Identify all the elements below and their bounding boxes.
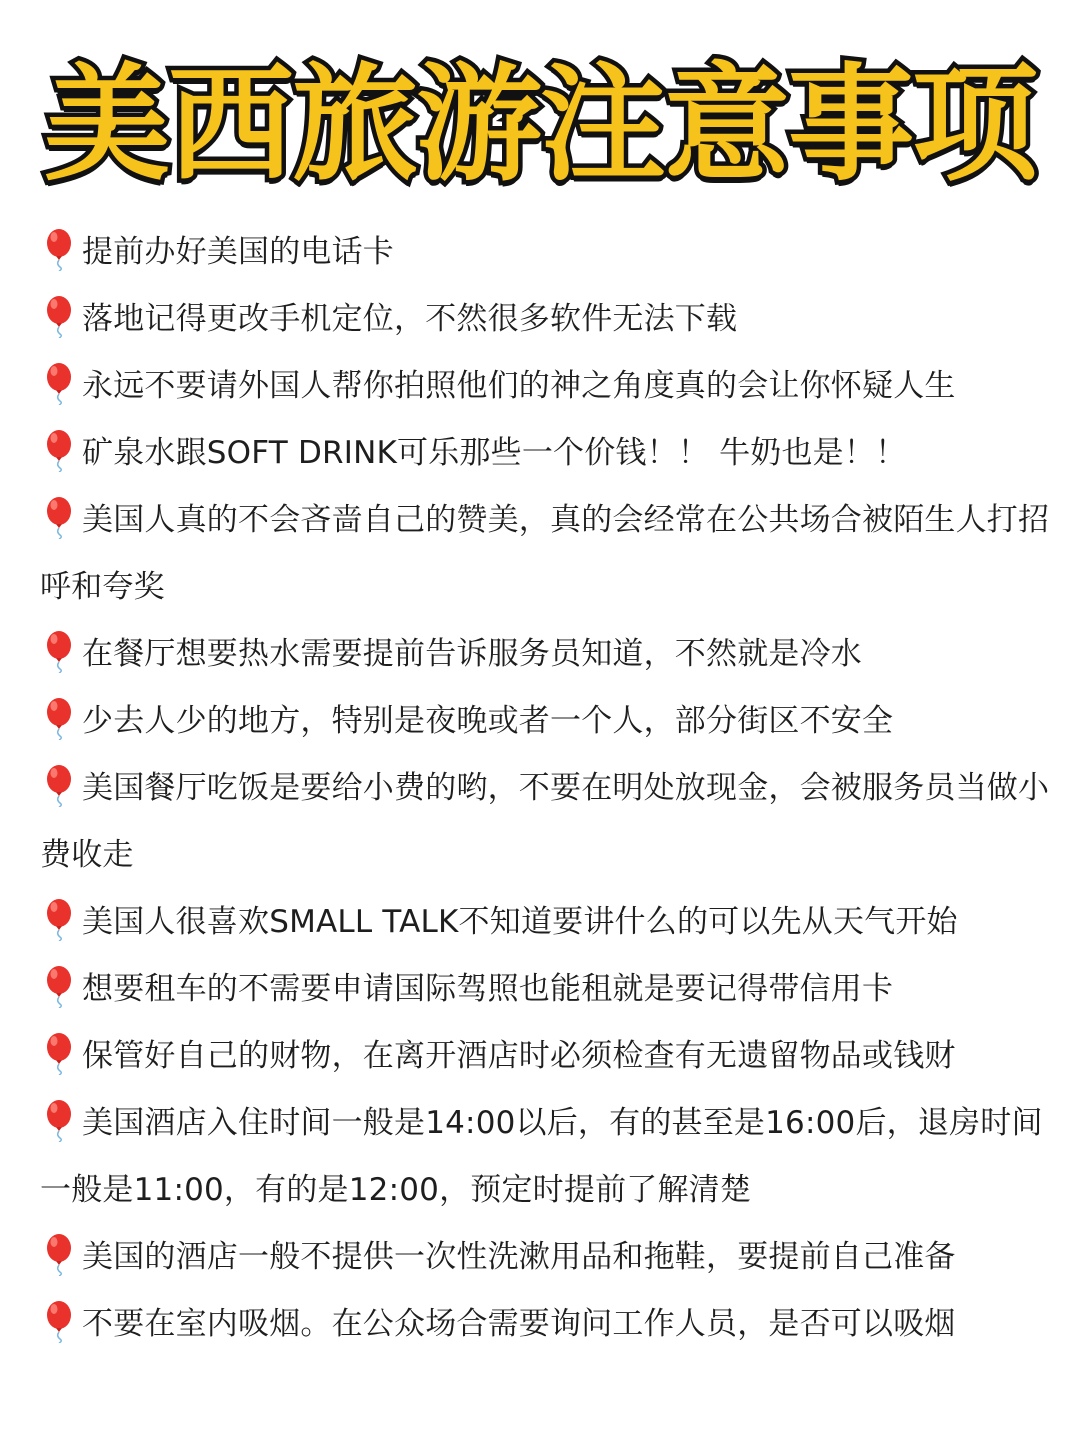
tip-text: 想要租车的不需要申请国际驾照也能租就是要记得带信用卡 xyxy=(82,971,894,1007)
tip-text: 少去人少的地方，特别是夜晚或者一个人，部分街区不安全 xyxy=(82,703,894,739)
balloon-icon xyxy=(40,227,78,271)
tip-text: 永远不要请外国人帮你拍照他们的神之角度真的会让你怀疑人生 xyxy=(82,368,956,404)
tip-item xyxy=(40,889,1070,956)
tip-item xyxy=(40,286,1070,353)
tip-item xyxy=(40,353,1070,420)
tip-item xyxy=(40,219,1070,286)
tip-text: 美国的酒店一般不提供一次性洗漱用品和拖鞋，要提前自己准备 xyxy=(82,1239,956,1275)
tip-item xyxy=(40,755,1070,889)
tip-item xyxy=(40,487,1070,621)
tip-text: 不要在室内吸烟。在公众场合需要询问工作人员，是否可以吸烟 xyxy=(82,1306,956,1342)
tip-item xyxy=(40,1291,1070,1358)
tip-text: 在餐厅想要热水需要提前告诉服务员知道，不然就是冷水 xyxy=(82,636,862,672)
balloon-icon xyxy=(40,964,78,1008)
tip-text: 美国人真的不会吝啬自己的赞美，真的会经常在公共场合被陌生人打招呼和夸奖 xyxy=(40,502,1050,605)
balloon-icon xyxy=(40,495,78,539)
tip-text: 矿泉水跟SOFT DRINK可乐那些一个价钱！！ 牛奶也是！！ xyxy=(82,435,907,471)
tip-item xyxy=(40,420,1070,487)
balloon-icon xyxy=(40,1098,78,1142)
balloon-icon xyxy=(40,696,78,740)
tip-text: 保管好自己的财物，在离开酒店时必须检查有无遗留物品或钱财 xyxy=(82,1038,956,1074)
balloon-icon xyxy=(40,1232,78,1276)
tip-item xyxy=(40,956,1070,1023)
balloon-icon xyxy=(40,763,78,807)
tip-item xyxy=(40,1224,1070,1291)
tip-item xyxy=(40,1090,1070,1224)
tip-item xyxy=(40,621,1070,688)
balloon-icon xyxy=(40,428,78,472)
page-title: 美西旅游注意事项 xyxy=(44,51,1036,198)
title-banner xyxy=(0,40,1080,210)
tip-item xyxy=(40,688,1070,755)
tip-item xyxy=(40,1023,1070,1090)
balloon-icon xyxy=(40,897,78,941)
balloon-icon xyxy=(40,361,78,405)
balloon-icon xyxy=(40,1299,78,1343)
tip-text: 提前办好美国的电话卡 xyxy=(82,234,394,270)
tip-text: 美国餐厅吃饭是要给小费的哟，不要在明处放现金，会被服务员当做小费收走 xyxy=(40,770,1050,873)
tip-text: 落地记得更改手机定位，不然很多软件无法下载 xyxy=(82,301,738,337)
balloon-icon xyxy=(40,294,78,338)
tips-list xyxy=(40,219,1070,1358)
tip-text: 美国人很喜欢SMALL TALK不知道要讲什么的可以先从天气开始 xyxy=(82,904,958,940)
tip-text: 美国酒店入住时间一般是14:00以后，有的甚至是16:00后，退房时间一般是11:00，有的是12:00，预定时提前了解清楚 xyxy=(40,1105,1043,1208)
balloon-icon xyxy=(40,1031,78,1075)
balloon-icon xyxy=(40,629,78,673)
